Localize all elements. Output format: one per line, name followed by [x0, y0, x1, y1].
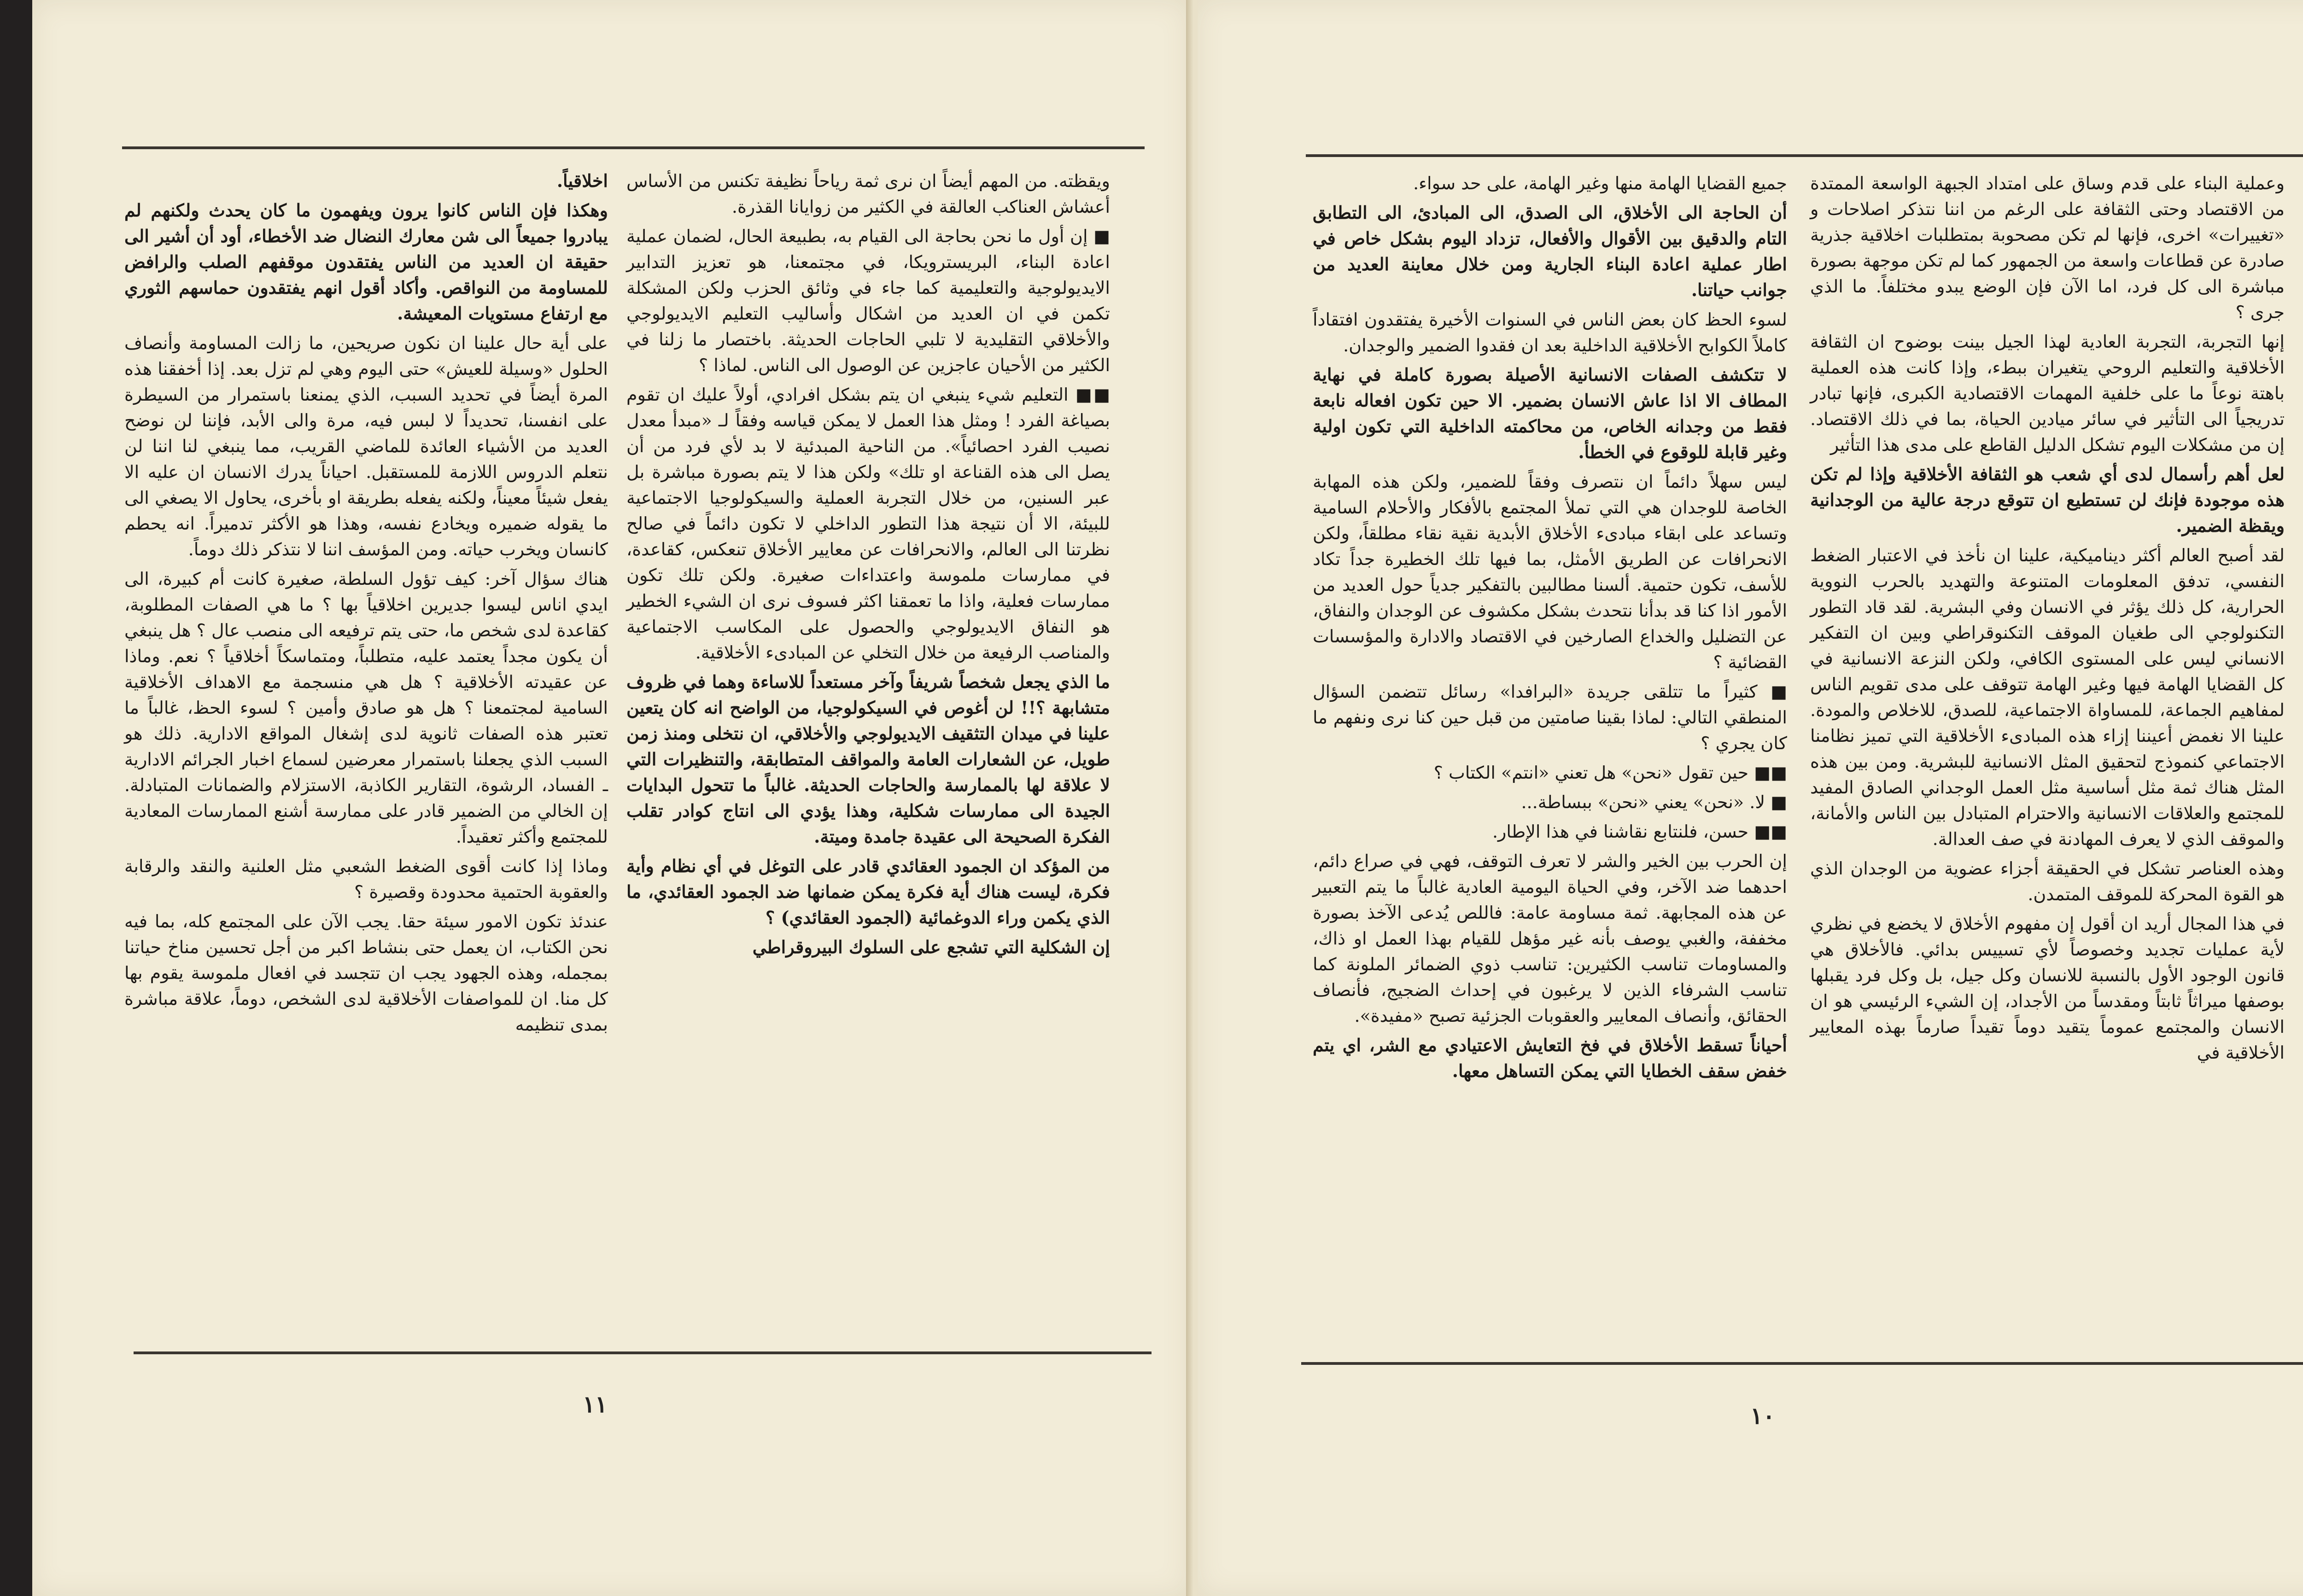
bottom-rule-page-11 — [134, 1351, 1152, 1354]
paragraph: وهذه العناصر تشكل في الحقيقة أجزاء عضوية من الوجدان الذي هو القوة المحركة للموقف المتمدن. — [1810, 858, 2285, 904]
paragraph: ■ كثيراً ما تتلقى جريدة «البرافدا» رسائل تتضمن السؤال المنطقي التالي: لماذا بقينا صامتين من قبل حين كنا نرى ونفهم ما كان يجري ؟ — [1313, 682, 1787, 753]
paragraph: أن الحاجة الى الأخلاق، الى الصدق، الى المبادئ، الى التطابق التام والدقيق بين الأقوال والأفعال، تزداد اليوم بشكل خاص في اطار عملية اعادة البناء الجارية ومن خلال معاينة العديد من جوانب حياتنا. — [1313, 202, 1787, 300]
paragraph: إن الشكلية التي تشجع على السلوك البيروقراطي — [752, 937, 1110, 957]
paragraph: لقد أصبح العالم أكثر ديناميكية، علينا ان نأخذ في الاعتبار الضغط النفسي، تدفق المعلومات المتنوعة والتهديد بالحرب النووية الحرارية، كل ذلك يؤثر في الانسان وفي البشرية. لقد قاد التطور التكنولوجي الى طغيان الموقف التكنوقراطي وبين ان التفكير الانساني ليس على المستوى الكافي، ولكن النزعة الانسانية في كل القضايا الهامة فيها وغير الهامة تتوقف على مدى تقويم الناس لمفاهيم الجماعة، للمساواة الاجتماعية، للصدق، للاخلاص والمودة. علينا الا نغمض أعيننا إزاء هذه المبادىء الأخلاقية التي تميز نظامنا الاجتماعي كنموذج لتحقيق المثل الانسانية للبشرية. ومن بين هذه المثل هناك ثمة مثل أساسية مثل العمل الوجداني الصادق المفيد للمجتمع والعلاقات الانسانية والاحترام المتبادل بين الناس والأمانة، والموقف الذي لا يعرف المهادنة في صف العدالة. — [1810, 545, 2285, 849]
top-rule-page-11 — [122, 146, 1145, 149]
column-p10-right — [1810, 170, 2285, 1356]
paragraph: على أية حال علينا ان نكون صريحين، ما زالت المساومة وأنصاف الحلول «وسيلة للعيش» حتى اليوم وهي لم تزل بعد. إذا أخفقنا هذه المرة أيضاً في تحديد السبب، الذي يمنعنا باستمرار من السيطرة على انفسنا، تحديداً لا لبس فيه، مرة والى الأبد، فإننا لن نوضح العديد من الأشياء العائدة للماضي القريب، مما ينبغي لنا اننا لن نتعلم الدروس اللازمة للمستقبل. احياناً يدرك الانسان ان عليه الا يفعل شيئاً معيناً، ولكنه يفعله بطريقة او بأخرى، يحاول الا يصغي الى ما يقوله ضميره ويخادع نفسه، وهذا هو الأكثر تدميراً. انه يحطم كانسان ويخرب حياته. ومن المؤسف اننا لا نتذكر ذلك دوماً. — [124, 333, 608, 559]
paragraph: في هذا المجال أريد ان أقول إن مفهوم الأخلاق لا يخضع في نظري لأية عمليات تجديد وخصوصاً لأي تسييس بدائي. فالأخلاق هي قانون الوجود الأول بالنسبة للانسان وكل جيل، بل وكل فرد يقبلها بوصفها ميراثاً ثابتاً ومقدساً من الأجداد، إن الشيء الرئيسي هو ان الانسان والمجتمع عموماً يتقيد دوماً تقيداً صارماً بهذه المعايير الأخلاقية في — [1810, 914, 2285, 1063]
paragraph: إنها التجربة، التجربة العادية لهذا الجيل بينت بوضوح ان الثقافة الأخلاقية والتعليم الروحي يتغيران ببطء، وإذا كانت هذه العملية باهتة نوعاً ما على خلفية المهمات الاقتصادية الكبرى، فإنها تبادر تدريجياً الى التأثير في سائر ميادين الحياة، بما في ذلك الاقتصاد. إن من مشكلات اليوم تشكل الدليل القاطع على مدى هذا التأثير — [1810, 332, 2285, 455]
paragraph: ويقظته. من المهم أيضاً ان نرى ثمة رياحاً نظيفة تكنس من الأساس أعشاش العناكب العالقة في الكثير من زوايانا القذرة. — [626, 171, 1110, 217]
paragraph: لسوء الحظ كان بعض الناس في السنوات الأخيرة يفتقدون افتقاداً كاملاً الكوابح الأخلاقية الداخلية بعد ان فقدوا الضمير والوجدان. — [1313, 309, 1787, 355]
page-number-10: ١٠ — [1750, 1402, 1775, 1429]
column-p10-left — [1313, 170, 1787, 1356]
paragraph: من المؤكد ان الجمود العقائدي قادر على التوغل في أي نظام وأية فكرة، ليست هناك أية فكرة يمكن ضمانها ضد الجمود العقائدي، ما الذي يكمن وراء الدوغمائية (الجمود العقائدي) ؟ — [626, 856, 1110, 928]
paragraph: لعل أهم رأسمال لدى أي شعب هو الثقافة الأخلاقية وإذا لم تكن هذه موجودة فإنك لن تستطيع ان تتوقع درجة عالية من الوجدانية ويقظة الضمير. — [1810, 464, 2285, 536]
paragraph: ■■ حين تقول «نحن» هل تعني «انتم» الكتاب ؟ — [1433, 763, 1787, 783]
paragraph: إن الحرب بين الخير والشر لا تعرف التوقف، فهي في صراع دائم، احدهما ضد الآخر، وفي الحياة اليومية العادية غالباً ما يتم التعبير عن هذه المجابهة. ثمة مساومة عامة: فاللص يُدعى الآخذ بصورة مخففة، والغبي يوصف بأنه غير مؤهل للقيام بهذا العمل او ذاك، والمساومات تناسب الكثيرين: تناسب ذوي الضمائر الملونة كما تناسب الشرفاء الذين لا يرغبون في إحداث الضجيج، فأنصاف الحقائق، وأنصاف المعايير والعقوبات الجزئية تصبح «مفيدة». — [1313, 851, 1787, 1026]
column-p11-right — [626, 168, 1110, 1347]
paragraph: هناك سؤال آخر: كيف تؤول السلطة، صغيرة كانت أم كبيرة، الى ايدي اناس ليسوا جديرين اخلاقياً بها ؟ ما هي الصفات المطلوبة، كقاعدة لدى شخص ما، حتى يتم ترفيعه الى منصب عال ؟ هل ينبغي أن يكون مجداً يعتمد عليه، متطلباً، ومتماسكاً أخلاقياً ؟ نعم. وماذا عن عقيدته الأخلاقية ؟ هل هي منسجمة مع الاهداف الأخلاقية السامية لمجتمعنا ؟ هل هو صادق وأمين ؟ لسوء الحظ، غالباً ما تعتبر هذه الصفات ثانوية لدى إشغال المواقع الادارية. ذلك هو السبب الذي يجعلنا باستمرار معرضين لسماع اخبار الجرائم الادارية ـ الفساد، الرشوة، التقارير الكاذبة، الاستزلام والضمانات المتبادلة. إن الخالي من الضمير قادر على ممارسة أشنع الممارسات المعادية للمجتمع وأكثر تعقيداً. — [124, 569, 608, 847]
paragraph: ■■ حسن، فلنتابع نقاشنا في هذا الإطار. — [1492, 821, 1787, 842]
paragraph: ■■ التعليم شيء ينبغي ان يتم بشكل افرادي، أولاً عليك ان تقوم بصياغة الفرد ! ومثل هذا العمل لا يمكن قياسه وفقاً لـ «مبدأ معدل نصيب الفرد احصائياً». من الناحية المبدئية لا بد لأي فرد من أن يصل الى هذه القناعة او تلك» ولكن هذا لا يتم بصورة مباشرة بل عبر السنين، من خلال التجربة العملية والسيكولوجيا الاجتماعية للبيئة، الا أن نتيجة هذا التطور الداخلي لا تكون دائماً في صالح نظرتنا الى العالم، والانحرافات عن معايير الأخلاق تنعكس، كقاعدة، في ممارسات ملموسة واعتداءات صغيرة. ولكن تلك تكون ممارسات فعلية، واذا ما تعمقنا اكثر فسوف نرى ان الشيء الخطير هو النفاق الايديولوجي والحصول على المكاسب الاجتماعية والمناصب الرفيعة من خلال التخلي عن المبادىء الأخلاقية. — [626, 384, 1110, 663]
column-p11-second — [124, 168, 608, 1347]
paragraph: أحياناً تسقط الأخلاق في فخ التعايش الاعتيادي مع الشر، اي يتم خفض سقف الخطايا التي يمكن التساهل معها. — [1313, 1035, 1787, 1081]
paragraph: ليس سهلاً دائماً ان نتصرف وفقاً للضمير، ولكن هذه المهابة الخاصة للوجدان هي التي تملأ المجتمع بالأفكار والأحلام السامية وتساعد على ابقاء مبادىء الأخلاق الأبدية نقية نقاء مطلقاً، ولكن الانحرافات عن الطريق الأمثل، بما فيها تلك الخطيرة جداً تكاد للأسف، تكون حتمية. ألسنا مطالبين بالتفكير جدياً حول العديد من الأمور اذا كنا قد بدأنا نتحدث بشكل مكشوف عن الوجدان والنفاق، عن التضليل والخداع الصارخين في الاقتصاد والادارة والمؤسسات القضائية ؟ — [1313, 472, 1787, 672]
bottom-rule-page-10 — [1301, 1362, 2303, 1365]
page-number-11: ١١ — [583, 1391, 608, 1418]
paragraph: وماذا إذا كانت أقوى الضغط الشعبي مثل العلنية والنقد والرقابة والعقوبة الحتمية محدودة وقصيرة ؟ — [124, 856, 608, 902]
paragraph: اخلاقياً. — [556, 170, 608, 191]
paragraph: جميع القضايا الهامة منها وغير الهامة، على حد سواء. — [1413, 173, 1787, 193]
paragraph: وهكذا فإن الناس كانوا يرون ويفهمون ما كان يحدث ولكنهم لم يبادروا جميعاً الى شن معارك النضال ضد الأخطاء، أود أن أشير الى حقيقة ان العديد من الناس يفتقدون موقفهم الصلب والرافض للمساومة من النواقص. وأكاد أقول انهم يفتقدون حماسهم الثوري مع ارتفاع مستويات المعيشة. — [124, 200, 608, 324]
paragraph: لا تتكشف الصفات الانسانية الأصيلة بصورة كاملة في نهاية المطاف الا اذا عاش الانسان بضمير. الا حين تكون افعاله نابعة فقط من وجدانه الخاص، من محاكمته الداخلية التي تكون اولية وغير قابلة للوقوع في الخطأ. — [1313, 364, 1787, 462]
paragraph: ■ لا. «نحن» يعني «نحن» ببساطة... — [1521, 792, 1787, 812]
paragraph: ما الذي يجعل شخصاً شريفاً وآخر مستعداً للاساءة وهما في ظروف متشابهة ؟!! لن أغوص في السيكولوجيا، من الواضح انه كان يتعين علينا في ميدان التثقيف الايديولوجي والأخلاقي، ان نتخلى ومنذ زمن طويل، عن الشعارات العامة والمواقف المتطابقة، والتنظيرات التي لا علاقة لها بالممارسة والحاجات الحديثة. غالباً ما تتحول البدايات الجيدة الى ممارسات شكلية، وهذا يؤدي الى انتاج كوادر تقلب الفكرة الصحيحة الى عقيدة جامدة وميتة. — [626, 671, 1110, 847]
top-rule-page-10 — [1306, 154, 2303, 157]
paragraph: وعملية البناء على قدم وساق على امتداد الجبهة الواسعة الممتدة من الاقتصاد وحتى الثقافة على الرغم من اننا نتذكر اصلاحات و «تغييرات» اخرى، فإنها لم تكن مصحوبة بمتطلبات اخلاقية جذرية صادرة عن قطاعات واسعة من الجمهور كما لم تكن موجهة بصورة مباشرة الى كل فرد، اما الآن فإن الوضع يبدو مختلفاً. ما الذي جرى ؟ — [1810, 173, 2285, 322]
paragraph: ■ إن أول ما نحن بحاجة الى القيام به، بطبيعة الحال، لضمان عملية اعادة البناء، البريسترويكا، في مجتمعنا، هو تعزيز التدابير الايديولوجية والتعليمية كما جاء في وثائق الحزب ولكن المشكلة تكمن في ان العديد من اشكال وأساليب التعليم الايديولوجي والأخلاقي التقليدية لا تلبي الحاجات الحديثة. باختصار ما زلنا في الكثير من الأحيان عاجزين عن الوصول الى الناس. لماذا ؟ — [626, 226, 1110, 375]
paragraph: عندئذ تكون الامور سيئة حقا. يجب الآن على المجتمع كله، بما فيه نحن الكتاب، ان يعمل حتى بنشاط اكبر من أجل تحسين مناخ حياتنا بمجمله، وهذه الجهود يجب ان تتجسد في افعال ملموسة يقوم بها كل منا. ان للمواصفات الأخلاقية لدى الشخص، دوماً، علاقة مباشرة بمدى تنظيمه — [124, 911, 608, 1035]
